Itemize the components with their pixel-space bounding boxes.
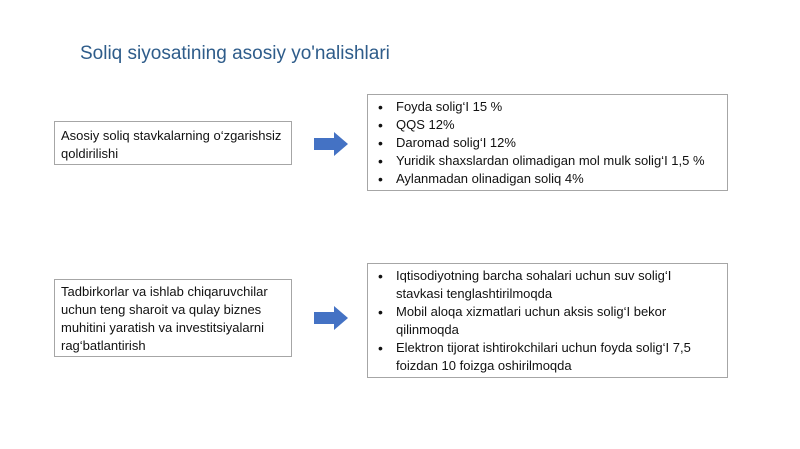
list-item: • Aylanmadan olinadigan soliq 4% — [376, 170, 719, 188]
right-arrow-icon — [314, 132, 348, 156]
right-box-measures-list — [367, 263, 728, 378]
list-item: • Foyda solig‘I 15 % — [376, 98, 719, 116]
right-box-tax-list — [367, 94, 728, 191]
bullet-list — [376, 98, 719, 188]
left-box-tax-rates — [54, 121, 292, 165]
left-box-text: Asosiy soliq stavkalarning o‘zgarishsiz qoldirilishi — [61, 128, 282, 161]
list-item: • Mobil aloqa xizmatlari uchun aksis solig‘I bekor qilinmoqda — [376, 303, 719, 339]
right-arrow-icon — [314, 306, 348, 330]
list-item: • QQS 12% — [376, 116, 719, 134]
bullet-list — [376, 267, 719, 375]
list-item: • Iqtisodiyotning barcha sohalari uchun suv solig‘I stavkasi tenglashtirilmoqda — [376, 267, 719, 303]
list-item: • Daromad solig‘I 12% — [376, 134, 719, 152]
slide-title: Soliq siyosatining asosiy yo'nalishlari — [80, 43, 390, 64]
list-item: • Elektron tijorat ishtirokchilari uchun foyda solig‘I 7,5 foizdan 10 foizga oshirilmoqda — [376, 339, 719, 375]
list-item: • Yuridik shaxslardan olimadigan mol mulk solig‘I 1,5 % — [376, 152, 719, 170]
left-box-business-environment — [54, 279, 292, 357]
left-box-text: Tadbirkorlar va ishlab chiqaruvchilar uchun teng sharoit va qulay biznes muhitini yaratish va investitsiyalarni rag‘batlantirish — [61, 284, 268, 353]
